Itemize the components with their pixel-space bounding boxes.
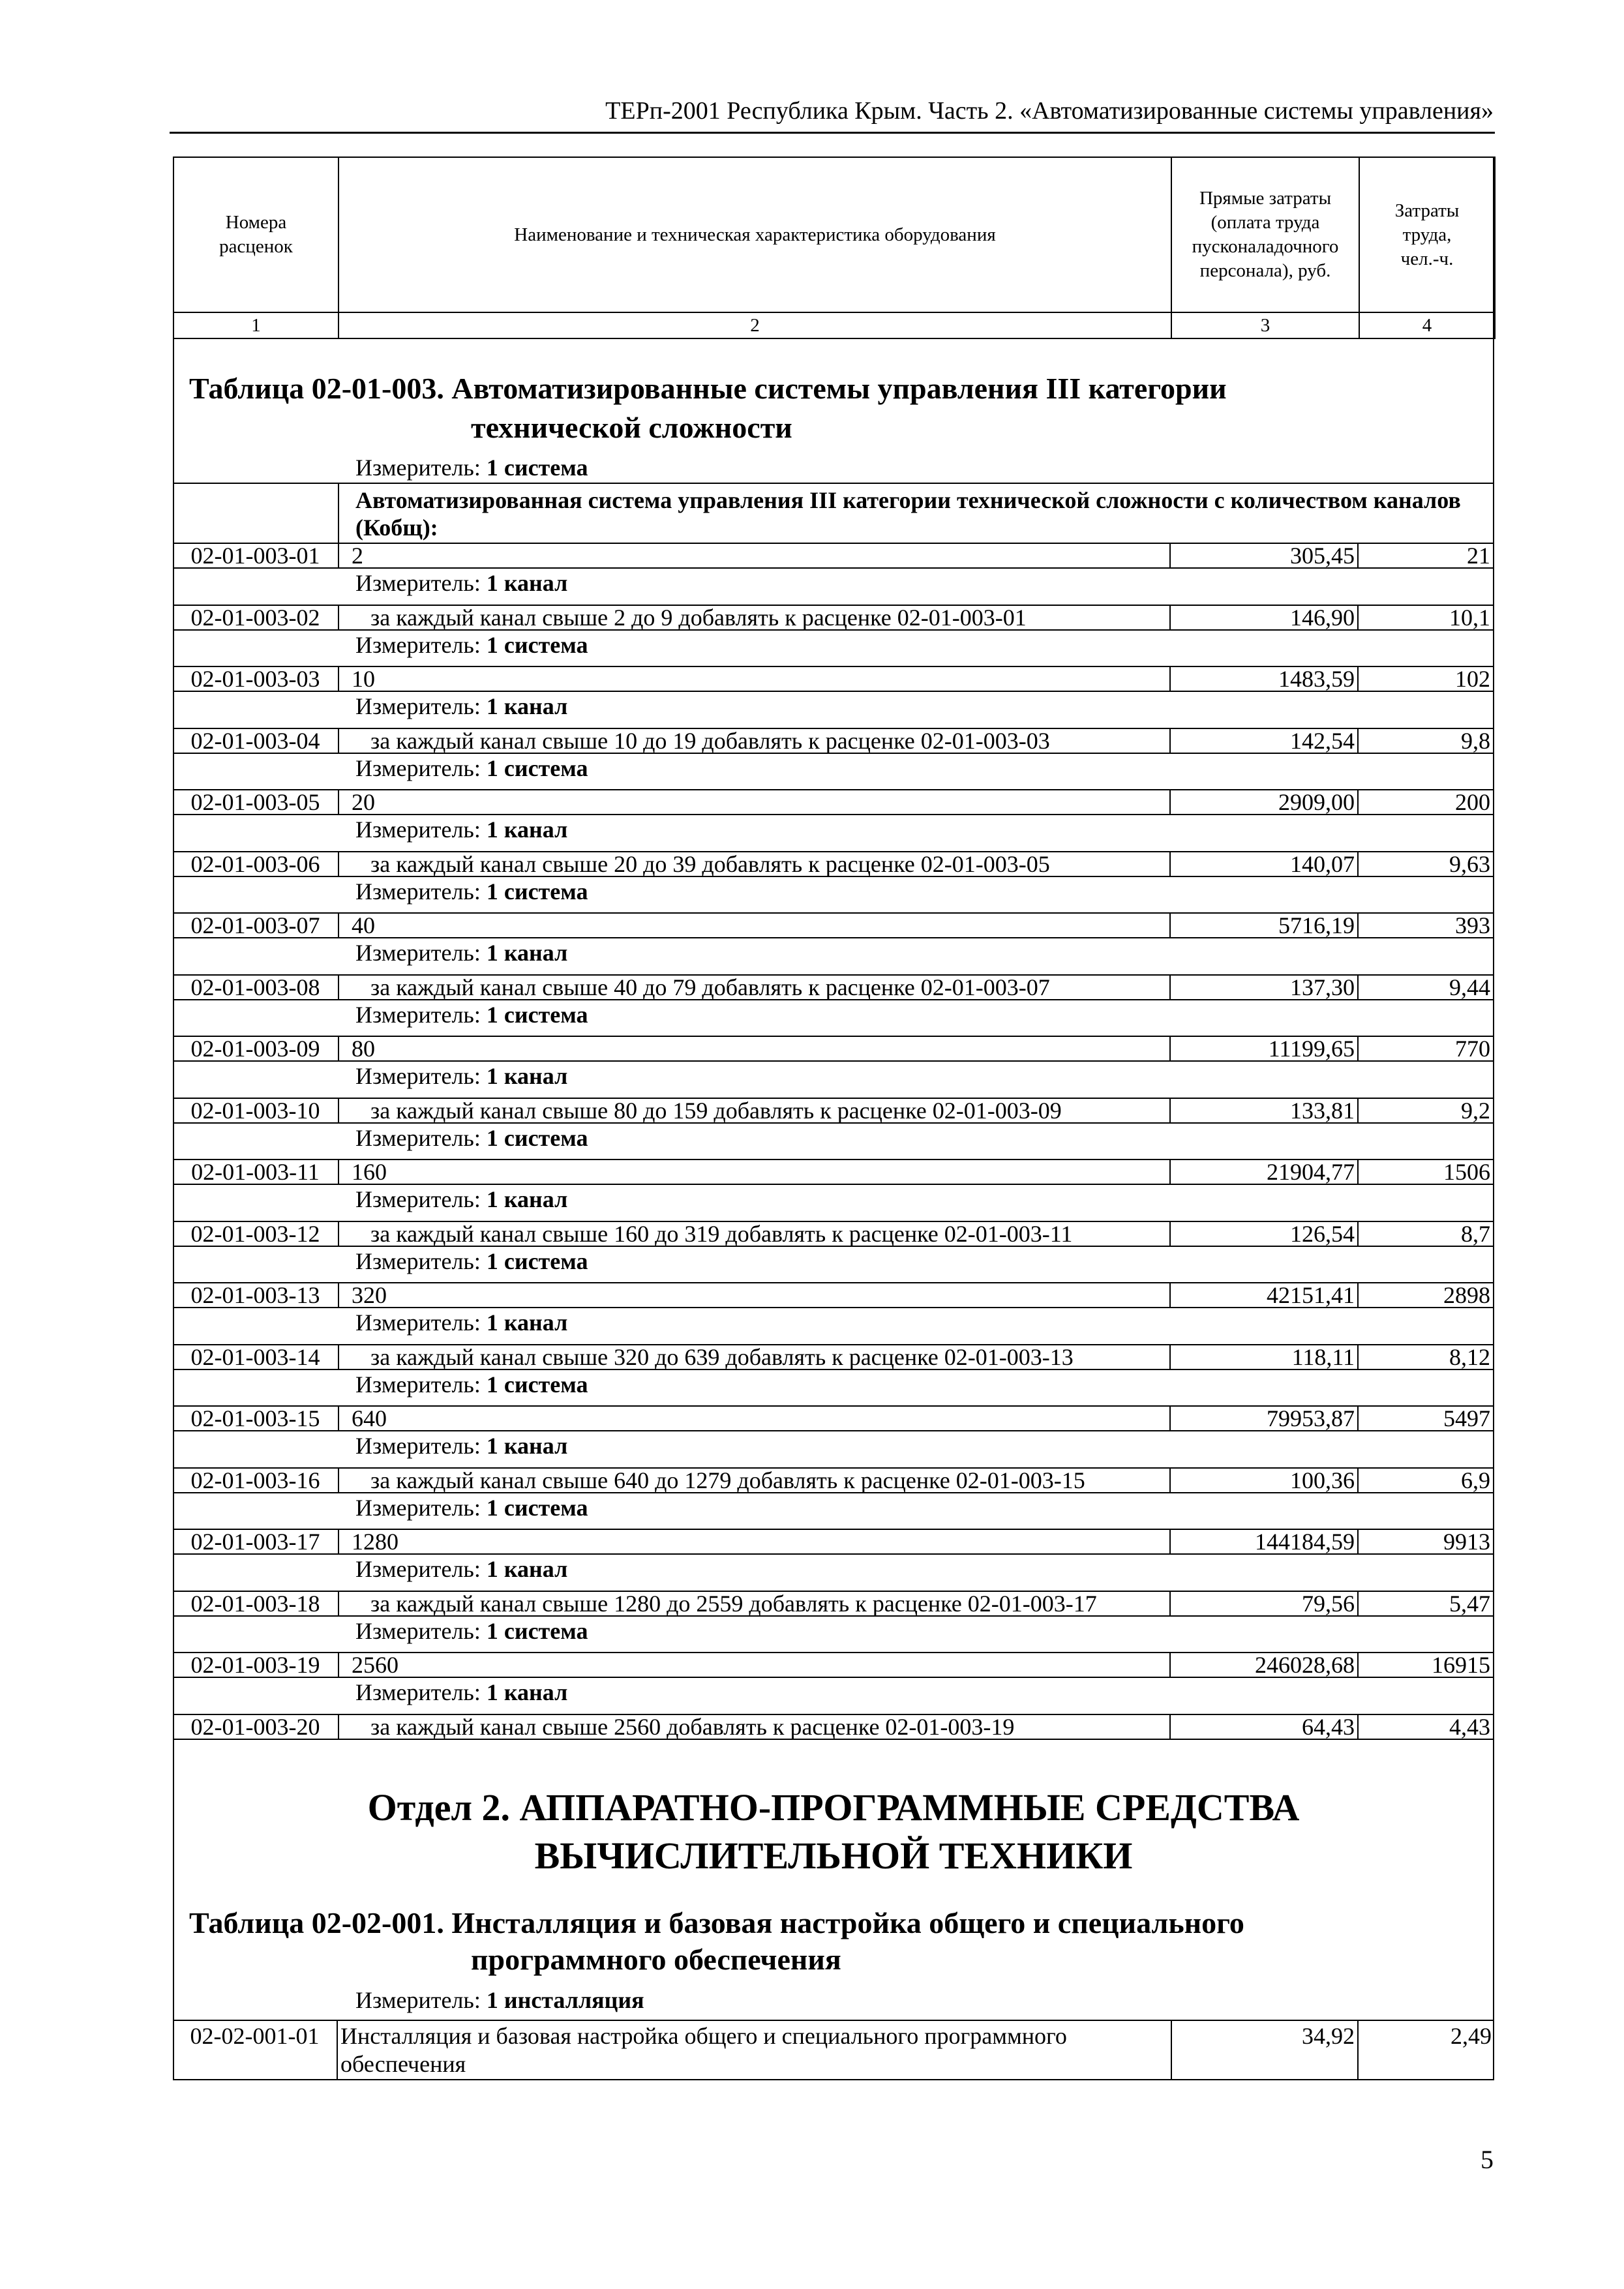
rate-cost: 118,11	[1171, 1345, 1359, 1369]
rate-code: 02-01-003-01	[173, 544, 339, 567]
rate-labor: 16915	[1432, 1652, 1490, 1678]
measure-line: Измеритель: 1 система	[355, 755, 588, 781]
table-row	[173, 605, 1494, 631]
rate-name: за каждый канал свыше 80 до 159 добавлять к расценке 02-01-003-09	[338, 1099, 1171, 1122]
measure-line: Измеритель: 1 канал	[355, 1063, 568, 1089]
rate-labor: 9913	[1443, 1529, 1490, 1555]
measure-line: Измеритель: 1 система	[355, 1125, 588, 1151]
rate-labor: 8,12	[1449, 1344, 1490, 1370]
table-row	[173, 666, 1494, 692]
rate-cost: 5716,19	[1171, 914, 1359, 937]
measure-line: Измеритель: 1 система	[355, 1248, 588, 1274]
rate-labor: 4,43	[1449, 1714, 1490, 1740]
rate-labor: 393	[1455, 912, 1490, 938]
rate-labor: 5,47	[1449, 1591, 1490, 1617]
rate-name: за каждый канал свыше 640 до 1279 добавлять к расценке 02-01-003-15	[338, 1469, 1171, 1492]
measure-line: Измеритель: 1 канал	[355, 1433, 568, 1459]
col-header-codes: Номера расценок	[173, 157, 338, 312]
table1-measure: Измеритель: 1 система	[355, 455, 588, 481]
table-row	[173, 912, 1494, 938]
rate-labor: 2,49	[1451, 2023, 1492, 2049]
measure-line: Измеритель: 1 система	[355, 1495, 588, 1521]
rate-cost: 133,81	[1171, 1099, 1359, 1122]
header-rule	[170, 132, 1495, 134]
rate-name: за каждый канал свыше 20 до 39 добавлять к расценке 02-01-003-05	[338, 852, 1171, 876]
rate-labor: 102	[1455, 666, 1490, 692]
table-row	[173, 1591, 1494, 1617]
table-row	[173, 1036, 1494, 1062]
rate-name: 640	[338, 1407, 1171, 1430]
measure-line: Измеритель: 1 система	[355, 1371, 588, 1398]
rate-code: 02-01-003-13	[173, 1283, 339, 1307]
rate-labor: 1506	[1443, 1159, 1490, 1185]
rate-labor: 5497	[1443, 1405, 1490, 1431]
rate-code: 02-01-003-11	[173, 1160, 339, 1184]
col-header-direct-costs: Прямые затраты (оплата труда пусконаладочного персонала), руб.	[1171, 157, 1359, 312]
rate-code: 02-02-001-01	[173, 2021, 338, 2080]
measure-line: Измеритель: 1 канал	[355, 1309, 568, 1336]
rate-code: 02-01-003-06	[173, 852, 339, 876]
rate-code: 02-01-003-15	[173, 1407, 339, 1430]
rate-cost: 34,92	[1171, 2021, 1359, 2080]
rate-code: 02-01-003-04	[173, 729, 339, 753]
rate-name: 2560	[338, 1653, 1171, 1677]
rate-code: 02-01-003-05	[173, 790, 339, 814]
rate-cost: 21904,77	[1171, 1160, 1359, 1184]
rate-name: 320	[338, 1283, 1171, 1307]
table2-title-line1: Таблица 02-02-001. Инсталляция и базовая настройка общего и специального	[189, 1906, 1244, 1939]
col-header-labor: Затраты труда, чел.-ч.	[1359, 157, 1495, 312]
measure-line: Измеритель: 1 канал	[355, 1556, 568, 1582]
rate-name: 160	[338, 1160, 1171, 1184]
rate-cost: 142,54	[1171, 729, 1359, 753]
table-row	[173, 1159, 1494, 1185]
column-header-table	[173, 157, 1496, 339]
rate-cost: 42151,41	[1171, 1283, 1359, 1307]
rate-cost: 2909,00	[1171, 790, 1359, 814]
col-number-3: 3	[1171, 312, 1359, 338]
rate-code: 02-01-003-02	[173, 606, 339, 629]
table-row	[173, 1529, 1494, 1555]
rate-cost: 64,43	[1171, 1715, 1359, 1739]
rate-cost: 126,54	[1171, 1222, 1359, 1246]
table-row	[173, 1098, 1494, 1124]
measure-line: Измеритель: 1 канал	[355, 816, 568, 843]
rate-cost: 137,30	[1171, 976, 1359, 999]
rate-labor: 9,44	[1449, 974, 1490, 1000]
table-row	[173, 2020, 1494, 2080]
rate-cost: 79,56	[1171, 1592, 1359, 1615]
rate-cost: 246028,68	[1171, 1653, 1359, 1677]
rate-labor: 10,1	[1449, 605, 1490, 631]
table-row	[173, 1405, 1494, 1431]
table-row	[173, 543, 1494, 569]
page-number: 5	[1481, 2145, 1494, 2174]
rate-name: Инсталляция и базовая настройка общего и специального программного обеспечения	[340, 2023, 1067, 2077]
measure-line: Измеритель: 1 канал	[355, 940, 568, 966]
rate-cost: 11199,65	[1171, 1037, 1359, 1060]
rate-labor: 9,8	[1461, 728, 1490, 754]
rate-code: 02-01-003-10	[173, 1099, 339, 1122]
table2-measure: Измеритель: 1 инсталляция	[355, 1987, 644, 2013]
col-number-1: 1	[173, 312, 338, 338]
rate-name: 10	[338, 667, 1171, 691]
table-row	[173, 1221, 1494, 1247]
rate-code: 02-01-003-03	[173, 667, 339, 691]
section-title: Отдел 2. АППАРАТНО-ПРОГРАММНЫЕ СРЕДСТВА ВЫЧИСЛИТЕЛЬНОЙ ТЕХНИКИ	[367, 1786, 1300, 1877]
rate-code: 02-01-003-16	[173, 1469, 339, 1492]
rate-name: 40	[338, 914, 1171, 937]
table-row	[173, 974, 1494, 1000]
measure-line: Измеритель: 1 система	[355, 1618, 588, 1644]
rate-cost: 1483,59	[1171, 667, 1359, 691]
table1-group-heading	[173, 483, 1494, 543]
table-row	[173, 1714, 1494, 1740]
rate-name: за каждый канал свыше 2560 добавлять к расценке 02-01-003-19	[338, 1715, 1171, 1739]
rate-labor: 9,2	[1461, 1098, 1490, 1124]
rate-name: за каждый канал свыше 40 до 79 добавлять к расценке 02-01-003-07	[338, 976, 1171, 999]
rate-code: 02-01-003-19	[173, 1653, 339, 1677]
rate-code: 02-01-003-12	[173, 1222, 339, 1246]
rate-labor: 8,7	[1461, 1221, 1490, 1247]
rate-labor: 9,63	[1449, 851, 1490, 877]
measure-line: Измеритель: 1 канал	[355, 1679, 568, 1705]
table-row	[173, 789, 1494, 815]
rate-code: 02-01-003-09	[173, 1037, 339, 1060]
col-number-4: 4	[1359, 312, 1495, 338]
table2-title-line2: программного обеспечения	[471, 1943, 841, 1976]
rate-cost: 79953,87	[1171, 1407, 1359, 1430]
rate-labor: 770	[1455, 1036, 1490, 1062]
measure-line: Измеритель: 1 канал	[355, 1186, 568, 1212]
measure-line: Измеритель: 1 система	[355, 632, 588, 658]
rate-name: за каждый канал свыше 320 до 639 добавлять к расценке 02-01-003-13	[338, 1345, 1171, 1369]
rate-cost: 100,36	[1171, 1469, 1359, 1492]
rate-name: за каждый канал свыше 10 до 19 добавлять к расценке 02-01-003-03	[338, 729, 1171, 753]
running-header: ТЕРп-2001 Республика Крым. Часть 2. «Автоматизированные системы управления»	[605, 97, 1494, 125]
rate-name: 80	[338, 1037, 1171, 1060]
rate-name: за каждый канал свыше 1280 до 2559 добавлять к расценке 02-01-003-17	[338, 1592, 1171, 1615]
rate-name: 2	[338, 544, 1171, 567]
col-number-2: 2	[338, 312, 1171, 338]
table-row	[173, 1282, 1494, 1308]
rate-name: за каждый канал свыше 2 до 9 добавлять к расценке 02-01-003-01	[338, 606, 1171, 629]
measure-line: Измеритель: 1 канал	[355, 570, 568, 596]
measure-line: Измеритель: 1 система	[355, 1002, 588, 1028]
rate-code: 02-01-003-08	[173, 976, 339, 999]
table1-title-line2: технической сложности	[471, 411, 792, 444]
rate-name: 20	[338, 790, 1171, 814]
table-row	[173, 1344, 1494, 1370]
rate-code: 02-01-003-14	[173, 1345, 339, 1369]
group-heading-text: Автоматизированная система управления III категории технической сложности с количеством каналов (Кобщ):	[355, 487, 1461, 541]
rate-name: 1280	[338, 1530, 1171, 1553]
table-row	[173, 728, 1494, 754]
rate-code: 02-01-003-17	[173, 1530, 339, 1553]
rate-labor: 200	[1455, 789, 1490, 815]
rate-code: 02-01-003-20	[173, 1715, 339, 1739]
rate-cost: 144184,59	[1171, 1530, 1359, 1553]
rate-code: 02-01-003-07	[173, 914, 339, 937]
col-header-name: Наименование и техническая характеристика оборудования	[338, 157, 1171, 312]
rate-cost: 305,45	[1171, 544, 1359, 567]
rate-name: за каждый канал свыше 160 до 319 добавлять к расценке 02-01-003-11	[338, 1222, 1171, 1246]
rate-cost: 146,90	[1171, 606, 1359, 629]
table-row	[173, 1467, 1494, 1493]
rate-code: 02-01-003-18	[173, 1592, 339, 1615]
table1-title-line1: Таблица 02-01-003. Автоматизированные системы управления III категории	[189, 372, 1227, 405]
rate-labor: 6,9	[1461, 1467, 1490, 1493]
table-row	[173, 851, 1494, 877]
table-row	[173, 1652, 1494, 1678]
rate-labor: 21	[1467, 543, 1490, 569]
rate-cost: 140,07	[1171, 852, 1359, 876]
measure-line: Измеритель: 1 система	[355, 878, 588, 905]
rate-labor: 2898	[1443, 1282, 1490, 1308]
measure-line: Измеритель: 1 канал	[355, 693, 568, 719]
